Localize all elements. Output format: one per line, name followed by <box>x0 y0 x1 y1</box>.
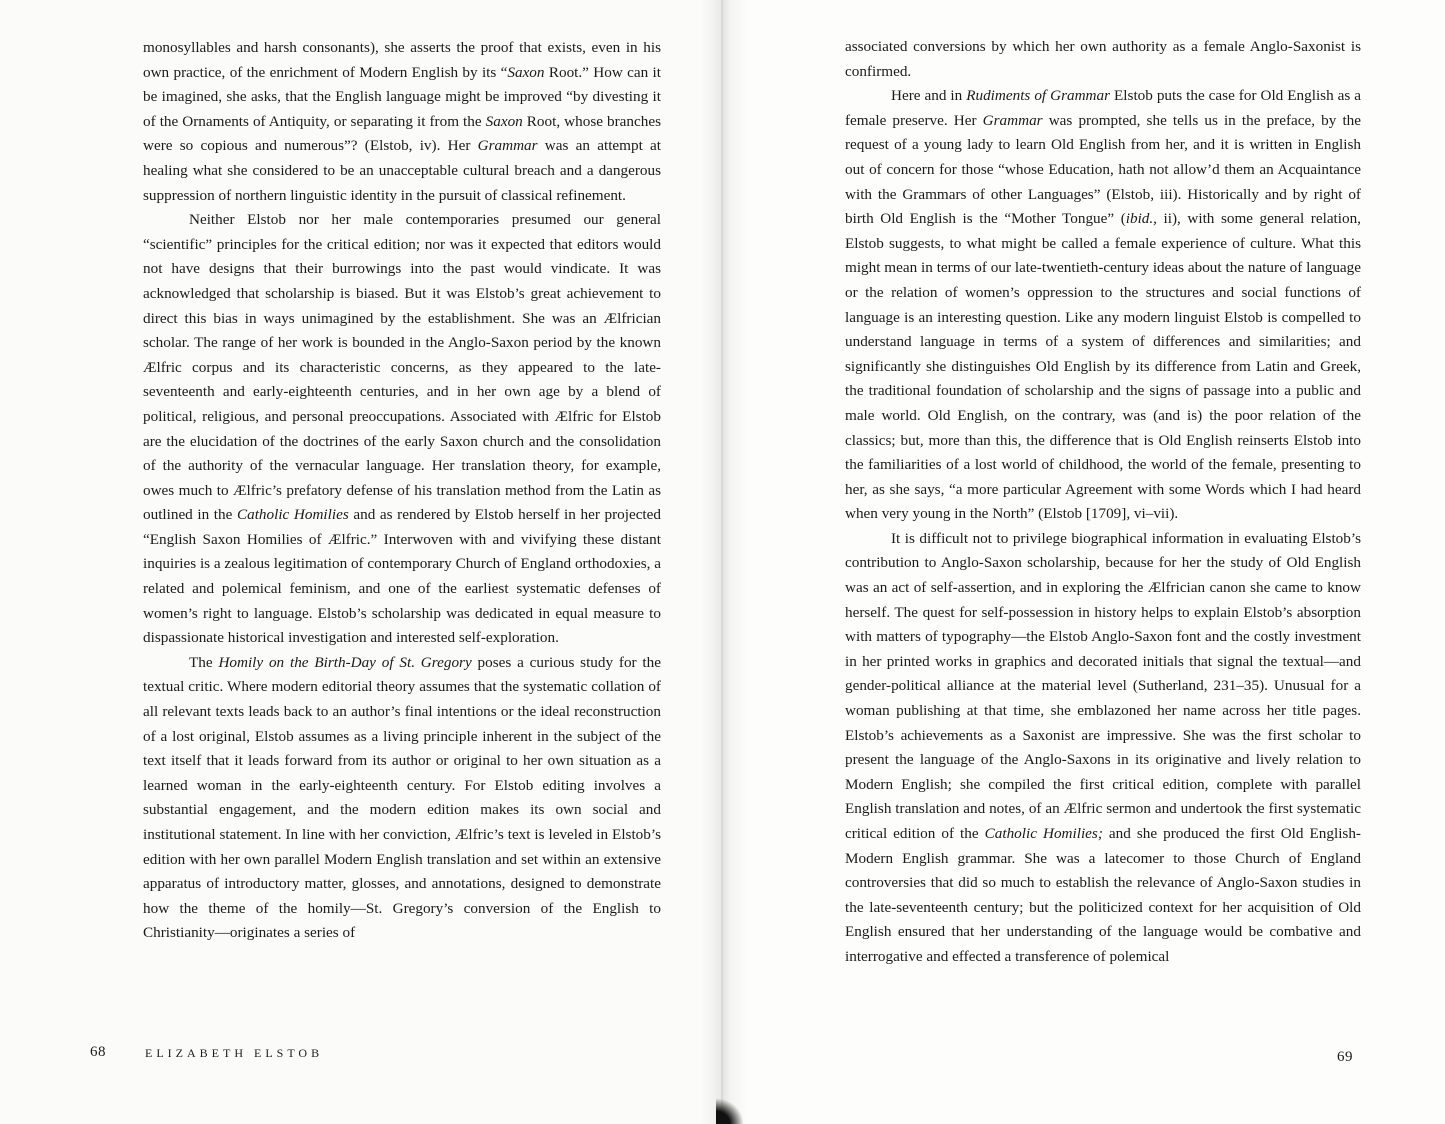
text-run: was prompted, she tells us in the preface, by the request of a young lady to learn Old English from her, and it is written in English out of concern for those “whose Education, hath not allow’d them an Acquaintance with the Grammars of other Languages” (Elstob, iii). Historically and by right of birth Old English is the “Mother Tongue” ( <box>845 111 1362 228</box>
book-gutter-shadow <box>700 0 748 1124</box>
italic-text: Rudiments of Grammar <box>966 87 1111 105</box>
text-run: It is difficult not to privilege biographical information in evaluating Elstob’s contribution to Anglo-Saxon scholarship, because for her the study of Old English was an act of self-assertion, and in exploring the Ælfrician canon she came to know herself. The quest for self-possession in history helps to explain Elstob’s absorption with matters of typography—the Elstob Anglo-Saxon font and the costly investment in her printed works in graphics and decorated initials that signal the textual—and gender-political alliance at the material level (Sutherland, 231–35). Unusual for a woman publishing at that time, she emblazoned her name across her title pages. Elstob’s achievements as a Saxonist are impressive. She was the first scholar to present the language of the Anglo-Saxons in its originative and lively relation to Modern English; she compiled the first critical edition, complete with parallel English translation and notes, of an Ælfric sermon and undertook the first systematic critical edition of the <box>845 529 1361 842</box>
page-corner-shadow <box>716 1098 744 1124</box>
italic-text: Homily on the Birth-Day of St. Gregory <box>218 653 472 671</box>
text-run: monosyllables and harsh consonants), she asserts the proof that exists, even in his own practice, of the enrichment of Modern English by its “ <box>143 39 661 81</box>
text-run: and she produced the first Old English-Modern English grammar. She was a latecomer to those Church of England controversies that did so much to establish the relevance of Anglo-Saxon studies in the late-seventeenth century; but the politicized context for her acquisition of Old English ensured that her understanding of the language would be combative and interrogative and effected a transference of polemical <box>845 825 1361 965</box>
text-run: was an attempt at healing what she considered to be an unacceptable cultural breach and a dangerous suppression of northern linguistic identity in the pursuit of classical refinement. <box>143 137 662 204</box>
text-run: ii), with some general relation, Elstob suggests, to what might be called a female experience of culture. What this might mean in terms of our late-twentieth-century ideas about the nature of language or the relation of women’s oppression to the structures and social functions of language is an interesting question. Like any modern linguist Elstob is compelled to understand language in terms of a system of differences and similarities; and significantly she distinguishes Old English by its difference from Latin and Greek, the traditional foundation of scholarship and the signs of passage into a public and male world. Old English, on the contrary, was (and is) the poor relation of the classics; but, more than this, the difference that is Old English reinserts Elstob into the familiarities of a lost world of childhood, the world of the female, presenting to her, as she says, “a more particular Agreement with some Words which I had heard when very young in the North” (Elstob [1709], vi–vii). <box>845 210 1361 523</box>
italic-text: Saxon <box>507 63 545 81</box>
text-run: Elstob puts the case for Old English as a female preserve. Her <box>845 87 1362 129</box>
text-run: Root.” How can it be imagined, she asks, that the English language might be improved “by divesting it of the Ornaments of Antiquity, or separating it from the <box>143 63 661 130</box>
text-run: poses a curious study for the textual critic. Where modern editorial theory assumes that the systematic collation of all relevant texts leads back to an author’s final intentions or the ideal reconstruction of a lost original, Elstob assumes as a living principle inherent in the subject of the text itself that it leads forward from its author or original to her own situation as a learned woman in the early-eighteenth century. For Elstob editing involves a substantial engagement, and the modern edition makes its own social and institutional statement. In line with her conviction, Ælfric’s text is leveled in Elstob’s edition with her own parallel Modern English translation and set within an extensive apparatus of introductory matter, glosses, and annotations, designed to demonstrate how the theme of the homily—St. Gregory’s conversion of the English to Christianity—originates a series of <box>143 653 661 942</box>
page-number: 68 <box>90 1044 106 1060</box>
italic-text: Grammar <box>477 137 538 155</box>
paragraph <box>143 36 661 208</box>
italic-text: Grammar <box>982 111 1043 129</box>
italic-text: Saxon <box>485 112 523 130</box>
paragraph <box>845 527 1361 970</box>
left-page-body <box>143 36 661 946</box>
paragraph <box>143 651 661 946</box>
italic-text: Catholic Homilies <box>236 506 349 524</box>
text-run: Neither Elstob nor her male contemporaries presumed our general “scientific” principles for the critical edition; nor was it expected that editors would not have designs that their burrowings into the past would vindicate. It was acknowledged that scholarship is biased. But it was Elstob’s great achievement to direct this bias in ways unimagined by the establishment. She was an Ælfrician scholar. The range of her work is bounded in the Anglo-Saxon period by the known Ælfric corpus and its characteristic concerns, as they appeared to the late-seventeenth and early-eighteenth centuries, and in her own age by a blend of political, religious, and personal preoccupations. Associated with Ælfric for Elstob are the elucidation of the doctrines of the early Saxon church and the consolidation of the authority of the vernacular language. Her translation theory, for example, owes much to Ælfric’s prefatory defense of his translation method from the Latin as outlined in the <box>143 211 661 524</box>
text-run: Root, whose branches were so copious and numerous”? (Elstob, iv). Her <box>143 112 661 155</box>
paragraph <box>143 208 661 651</box>
right-page <box>724 0 1445 1124</box>
text-run: associated conversions by which her own authority as a female Anglo-Saxonist is confirmed. <box>845 38 1361 80</box>
paragraph <box>845 35 1361 84</box>
paragraph <box>845 84 1361 527</box>
text-run: and as rendered by Elstob herself in her projected “English Saxon Homilies of Ælfric.” Interwoven with and vivifying these distant inquiries is a zealous legitimation of contemporary Church of England orthodoxies, a related and polemical feminism, and one of the earliest systematic defenses of women’s right to language. Elstob’s scholarship was dedicated in equal measure to dispassionate historical investigation and interested self-exploration. <box>143 506 661 647</box>
italic-text: Catholic Homilies; <box>984 825 1103 842</box>
running-head: ELIZABETH ELSTOB <box>145 1046 324 1060</box>
italic-text: ibid., <box>1125 210 1157 228</box>
book-gutter-line <box>721 0 723 1124</box>
text-run: Here and in <box>891 87 967 105</box>
page-number: 69 <box>1337 1049 1353 1065</box>
text-run: The <box>189 653 219 671</box>
right-page-body <box>845 35 1361 970</box>
left-page <box>0 0 718 1124</box>
